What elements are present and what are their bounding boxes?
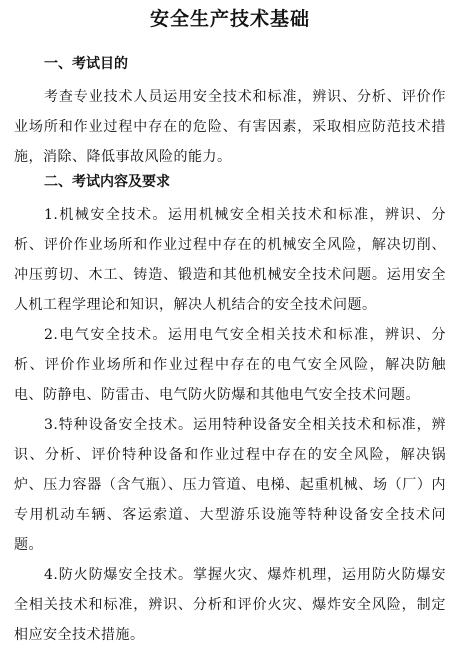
paragraph: 考查专业技术人员运用安全技术和标准，辨识、分析、评价作业场所和作业过程中存在的危险、有害因素，采取相应防范技术措施，消除、降低事故风险的能力。 bbox=[14, 89, 446, 165]
section-exam-purpose bbox=[14, 54, 446, 172]
paragraph-electrical-safety: 2.电气安全技术。运用电气安全相关技术和标准，辨识、分析、评价作业场所和作业过程中存在的电气安全风险，解决防触电、防静电、防雷击、电气防火防爆和其他电气安全技术问题。 bbox=[14, 327, 446, 403]
section-heading: 二、考试内容及要求 bbox=[44, 174, 170, 190]
paragraph-special-equipment-safety: 3.特种设备安全技术。运用特种设备安全相关技术和标准，辨识、分析、评价特种设备和作业过程中存在的安全风险，解决锅炉、压力容器（含气瓶）、压力管道、电梯、起重机械、场（厂）内专用机动车辆、客运索道、大型游乐设施等特种设备安全技术问题。 bbox=[14, 417, 446, 553]
paragraph-fire-explosion-safety: 4.防火防爆安全技术。掌握火灾、爆炸机理，运用防火防爆安全相关技术和标准，辨识、分析和评价火灾、爆炸安全风险，制定相应安全技术措施。 bbox=[14, 567, 446, 643]
paragraph-mechanical-safety: 1.机械安全技术。运用机械安全相关技术和标准，辨识、分析、评价作业场所和作业过程中存在的机械安全风险，解决切削、冲压剪切、木工、铸造、锻造和其他机械安全技术问题。运用安全人机工程学理论和知识，解决人机结合的安全技术问题。 bbox=[14, 207, 446, 313]
section-heading: 一、考试目的 bbox=[44, 56, 128, 72]
document-title: 安全生产技术基础 bbox=[149, 8, 310, 30]
section-exam-content bbox=[14, 172, 446, 650]
